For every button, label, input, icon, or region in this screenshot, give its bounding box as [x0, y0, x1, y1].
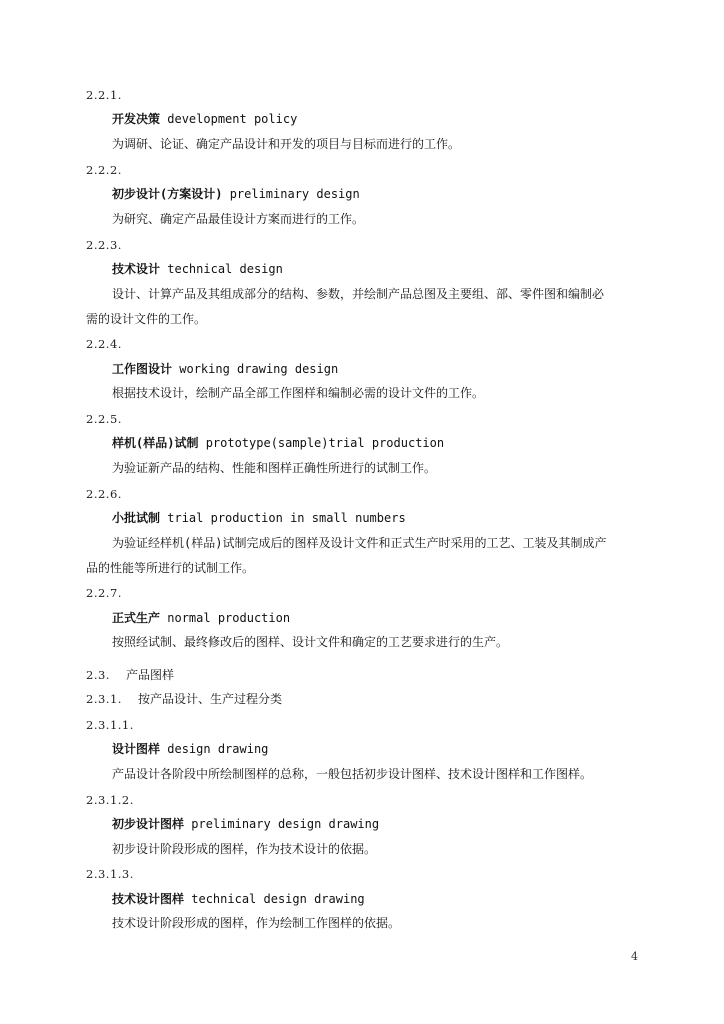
term-en: technical design	[167, 262, 283, 276]
term-en: working drawing design	[179, 362, 339, 376]
term-line	[112, 890, 365, 908]
definition-continued: 需的设计文件的工作。	[86, 312, 207, 326]
definition: 技术设计阶段形成的图样，作为绘制工作图样的依据。	[112, 916, 401, 930]
term-cn: 技术设计	[112, 262, 161, 276]
definition: 为研究、确定产品最佳设计方案而进行的工作。	[112, 212, 365, 226]
term-en: preliminary design	[229, 187, 360, 201]
term-cn: 样机(样品)试制	[112, 436, 199, 450]
section-number: 2.3.1.2.	[86, 793, 134, 807]
section-number: 2.2.6.	[86, 487, 122, 501]
term-line	[112, 260, 283, 278]
definition: 根据技术设计，绘制产品全部工作图样和编制必需的设计文件的工作。	[112, 386, 485, 400]
definition-continued: 品的性能等所进行的试制工作。	[86, 561, 255, 575]
definition: 产品设计各阶段中所绘制图样的总称，一般包括初步设计图样、技术设计图样和工作图样。	[112, 767, 593, 781]
term-line	[112, 360, 338, 378]
term-cn: 正式生产	[112, 611, 161, 625]
section-number: 2.2.1.	[86, 88, 122, 102]
term-line	[112, 509, 406, 527]
term-line	[112, 815, 379, 833]
definition: 按照经试制、最终修改后的图样、设计文件和确定的工艺要求进行的生产。	[112, 635, 509, 649]
heading-number: 2.3.	[86, 668, 110, 682]
term-en: prototype(sample)trial production	[205, 436, 445, 450]
definition: 为调研、论证、确定产品设计和开发的项目与目标而进行的工作。	[112, 137, 461, 151]
term-cn: 技术设计图样	[112, 892, 185, 906]
term-cn: 初步设计(方案设计)	[112, 187, 223, 201]
definition: 为验证新产品的结构、性能和图样正确性所进行的试制工作。	[112, 461, 437, 475]
heading-title: 按产品设计、生产过程分类	[138, 692, 283, 706]
term-en: development policy	[167, 112, 298, 126]
term-cn: 小批试制	[112, 511, 161, 525]
section-number: 2.3.1.1.	[86, 718, 134, 732]
definition: 为验证经样机(样品)试制完成后的图样及设计文件和正式生产时采用的工艺、工装及其制成产	[112, 536, 607, 550]
section-number: 2.2.7.	[86, 586, 122, 600]
heading-number: 2.3.1.	[86, 692, 122, 706]
term-cn: 开发决策	[112, 112, 161, 126]
term-cn: 初步设计图样	[112, 817, 185, 831]
term-en: preliminary design drawing	[191, 817, 380, 831]
term-en: design drawing	[167, 742, 269, 756]
term-en: trial production in small numbers	[167, 511, 406, 525]
term-en: normal production	[167, 611, 291, 625]
term-line	[112, 434, 444, 452]
section-number: 2.2.3.	[86, 238, 122, 252]
definition: 初步设计阶段形成的图样，作为技术设计的依据。	[112, 842, 377, 856]
term-line	[112, 110, 297, 128]
page-number: 4	[631, 950, 638, 963]
term-line	[112, 609, 290, 627]
term-line	[112, 185, 360, 203]
section-number: 2.2.4.	[86, 337, 122, 351]
term-en: technical design drawing	[191, 892, 365, 906]
section-number: 2.2.2.	[86, 163, 122, 177]
section-number: 2.3.1.3.	[86, 867, 134, 881]
term-line	[112, 740, 268, 758]
section-number: 2.2.5.	[86, 412, 122, 426]
heading-title: 产品图样	[126, 668, 175, 682]
definition: 设计、计算产品及其组成部分的结构、参数，并绘制产品总图及主要组、部、零件图和编制必	[112, 287, 605, 301]
term-cn: 设计图样	[112, 742, 161, 756]
term-cn: 工作图设计	[112, 362, 173, 376]
